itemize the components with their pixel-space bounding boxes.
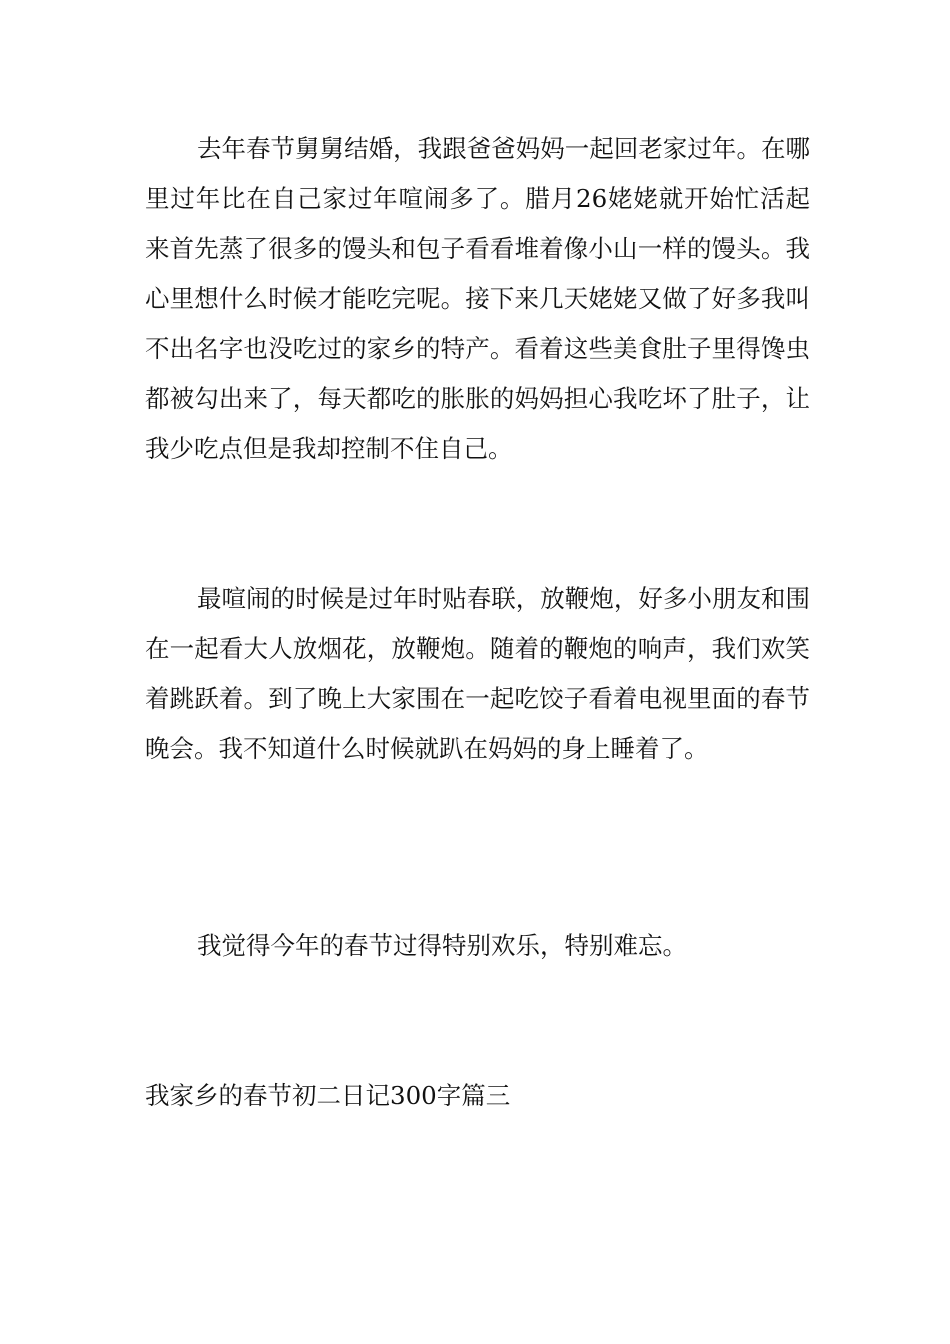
section-heading: 我家乡的春节初二日记300字篇三 (145, 1081, 511, 1110)
paragraph-3: 我觉得今年的春节过得特别欢乐，特别难忘。 (197, 931, 687, 960)
paragraph-1: 去年春节舅舅结婚，我跟爸爸妈妈一起回老家过年。在哪里过年比在自己家过年喧闹多了。腊月26姥姥就开始忙活起来首先蒸了很多的馒头和包子看看堆着像小山一样的馒头。我心里想什么时候才能吃完呢。接下来几天姥姥又做了好多我叫不出名字也没吃过的家乡的特产。看着这些美食肚子里得馋虫都被勾出来了，每天都吃的胀胀的妈妈担心我吃坏了肚子，让我少吃点但是我却控制不住自己。 (145, 134, 810, 463)
paragraph-2: 最喧闹的时候是过年时贴春联，放鞭炮，好多小朋友和围在一起看大人放烟花，放鞭炮。随着的鞭炮的响声，我们欢笑着跳跃着。到了晚上大家围在一起吃饺子看着电视里面的春节晚会。我不知道什么时候就趴在妈妈的身上睡着了。 (145, 584, 810, 763)
